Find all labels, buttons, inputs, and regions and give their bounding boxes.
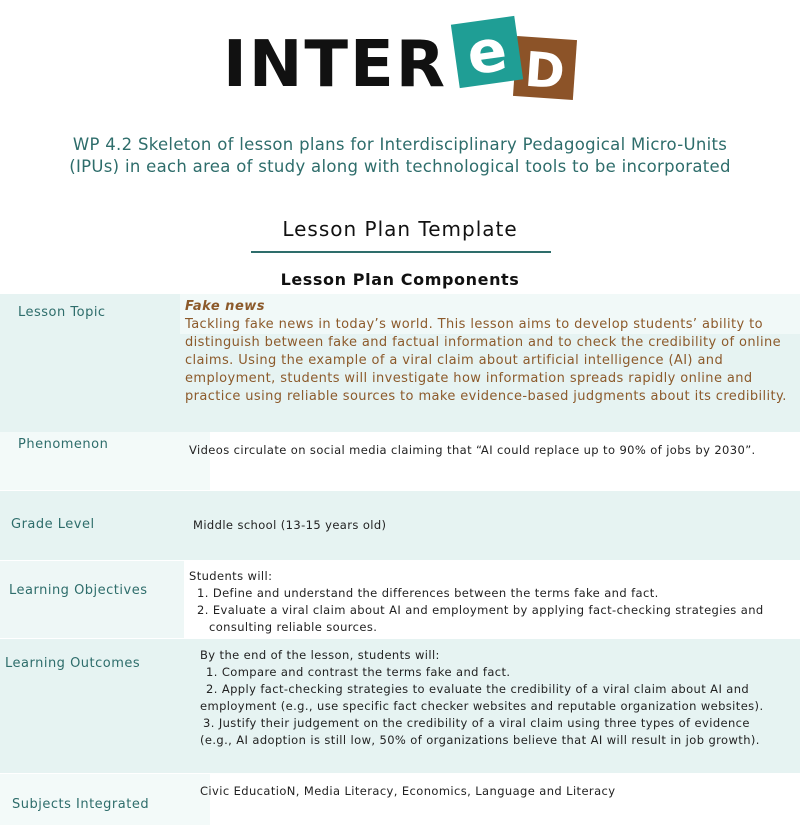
logo-wordmark: INTER [223, 28, 448, 102]
learning-objectives-row [0, 561, 800, 638]
outcome-item-continued: employment (e.g., use specific fact checker websites and reputable organization websites). [200, 699, 764, 713]
learning-outcomes-row [0, 639, 800, 773]
phenomenon-text: Videos circulate on social media claiming that “AI could replace up to 90% of jobs by 2030”. [189, 443, 756, 457]
objective-item: 2. Evaluate a viral claim about AI and employment by applying fact-checking strategies and [197, 603, 764, 617]
lesson-topic-row [0, 294, 800, 432]
svg-text:D: D [522, 41, 567, 101]
objectives-intro: Students will: [189, 569, 273, 583]
objective-item-continued: consulting reliable sources. [209, 620, 378, 634]
grade-level-row [0, 491, 800, 560]
subjects-integrated-text: Civic EducatioN, Media Literacy, Economics, Language and Literacy [200, 784, 616, 798]
phenomenon-row [0, 432, 800, 490]
subjects-integrated-label: Subjects Integrated [12, 797, 150, 812]
template-title: Lesson Plan Template [282, 217, 518, 241]
outcome-item: 2. Apply fact-checking strategies to evaluate the credibility of a viral claim about AI and [206, 682, 750, 696]
learning-outcomes-label: Learning Outcomes [5, 656, 141, 671]
lesson-topic-description: Tackling fake news in today’s world. This lesson aims to develop students’ ability to distinguish between fake and factual information and to check the credibility of online claims. Using the example of a viral claim about artificial intelligence (AI) and employment, students will investigate how information spreads rapidly online and practice using reliable sources to make evidence-based judgments about its credibility. [185, 317, 787, 404]
logo-e-tile [451, 14, 524, 90]
components-heading: Lesson Plan Components [280, 270, 520, 289]
phenomenon-label: Phenomenon [18, 437, 109, 452]
lesson-topic-title: Fake news [185, 299, 266, 314]
learning-objectives-list [189, 568, 794, 636]
outcome-item: 3. Justify their judgement on the credibility of a viral claim using three types of evidence [203, 716, 750, 730]
subjects-integrated-row [0, 774, 800, 825]
logo-d-tile [513, 36, 577, 101]
outcome-item-continued: (e.g., AI adoption is still low, 50% of organizations believe that AI will result in job growth). [200, 733, 760, 747]
document-title [30, 134, 770, 178]
learning-outcomes-list [200, 647, 798, 749]
template-title-underline [251, 251, 551, 253]
intered-logo [0, 0, 800, 110]
svg-text:e: e [462, 15, 512, 89]
grade-level-label: Grade Level [11, 517, 95, 532]
grade-level-text: Middle school (13-15 years old) [193, 518, 387, 532]
outcome-item: 1. Compare and contrast the terms fake and fact. [206, 665, 511, 679]
document-title-line-1: WP 4.2 Skeleton of lesson plans for Interdisciplinary Pedagogical Micro-Units [72, 135, 728, 154]
lesson-topic-label: Lesson Topic [18, 305, 106, 320]
objective-item: 1. Define and understand the differences between the terms fake and fact. [197, 586, 659, 600]
learning-objectives-label: Learning Objectives [9, 583, 148, 598]
row-band [0, 561, 184, 638]
document-title-line-2: (IPUs) in each area of study along with technological tools to be incorporated [69, 157, 731, 176]
outcomes-intro: By the end of the lesson, students will: [200, 648, 440, 662]
